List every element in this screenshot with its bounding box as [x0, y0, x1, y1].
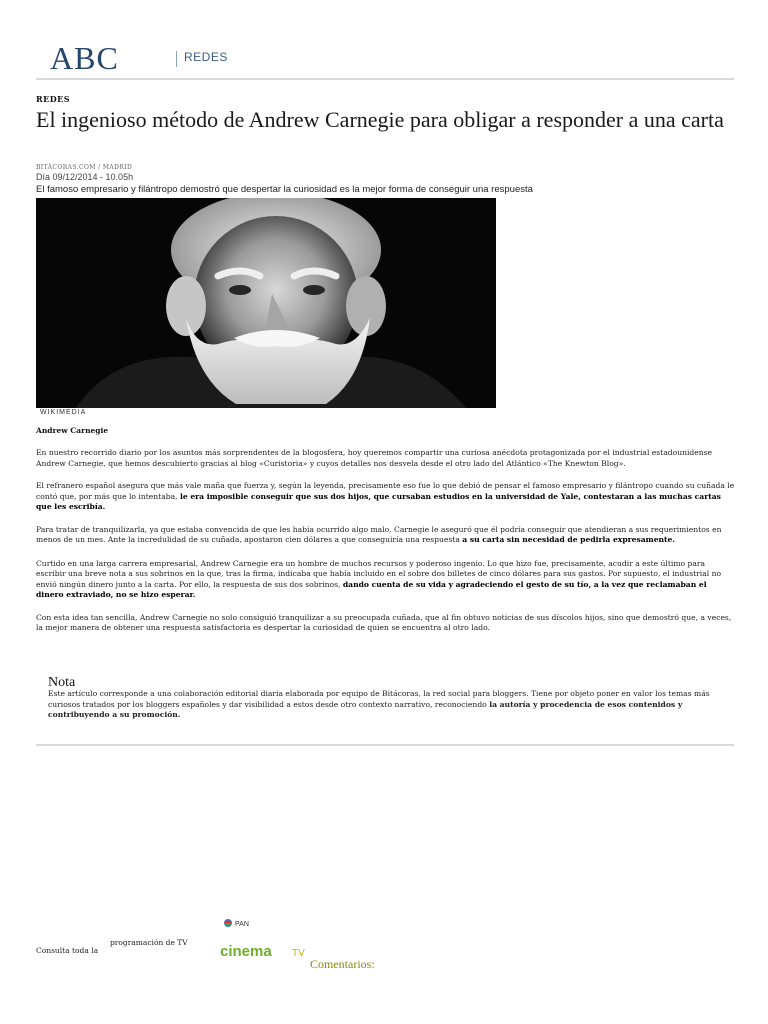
note-text	[48, 689, 714, 721]
article-subtitle: El famoso empresario y filántropo demostró que despertar la curiosidad es la mejor forma de conseguir una respuesta	[36, 184, 533, 195]
article-date: Día 09/12/2014 - 10.05h	[36, 172, 134, 182]
paragraph-text: Para tratar de tranquilizarla, ya que estaba convencida de que les había ocurrido algo malo, Carnegie le aseguró que él podría conseguir que atendieran a sus requerimientos en menos de un mes. Ante la incredulidad de su cuñada, apostaron cien dólares a que conseguiría una respuesta	[36, 524, 722, 544]
image-caption: Andrew Carnegie	[36, 426, 109, 435]
section-link[interactable]: REDES	[184, 50, 228, 64]
pan-logo[interactable]	[222, 917, 262, 929]
paragraph-bold: a su carta sin necesidad de pedirla expresamente.	[462, 535, 676, 544]
paragraph-text: En nuestro recorrido diario por los asuntos más sorprendentes de la blogosfera, hoy queremos compartir una curiosa anécdota protagonizada por el industrial estadounidense Andrew Carnegie, que hemos descubierto gracias al blog «Curistoria» y cuyos detalles nos desvela desde el otro lado del Atlántico «The Knewton Blog».	[36, 448, 713, 468]
cinema-logo-word: cinema	[220, 943, 272, 960]
article-paragraph	[36, 559, 736, 601]
bottom-divider	[36, 744, 734, 746]
note-bold: la autoría y procedencia de esos contenidos y contribuyendo a su promoción.	[48, 699, 683, 719]
article-kicker[interactable]: REDES	[36, 94, 71, 104]
logo-divider	[176, 51, 177, 67]
image-credit: WIKIMEDIA	[40, 409, 87, 416]
abc-logo[interactable]: ABC	[50, 40, 119, 76]
article-byline: BITÁCORAS.COM / MADRID	[36, 164, 133, 171]
article-photo	[36, 198, 496, 408]
site-header	[36, 38, 734, 80]
article-title: El ingenioso método de Andrew Carnegie para obligar a responder a una carta	[36, 107, 724, 132]
paragraph-bold: le era imposible conseguir que sus dos hijos, que cursaban estudios en la universidad de Yale, contestaran a las muchas cartas que les escribía.	[36, 491, 721, 511]
paragraph-text: El refranero español asegura que más vale maña que fuerza y, según la leyenda, precisamente eso fue lo que debió de pensar el famoso empresario y filántropo cuando su cuñada le contó que, por más que lo intentaba,	[36, 481, 735, 501]
paragraph-text: Curtido en una larga carrera empresarial, Andrew Carnegie era un hombre de muchos recursos y poderoso ingenio. Lo que hizo fue, precisamente, acudir a este último para escribir una breve nota a sus sobrinos en la que, tras la firma, indicaba que había incluido en el sobre dos billetes de cinco dólares para sus gastos. Por supuesto, el industrial no envió ningún dinero junto a la carta. Por ello, la respuesta de sus dos sobrinos,	[36, 558, 722, 589]
pan-logo-text: PAN	[235, 921, 249, 928]
note-body: Este artículo corresponde a una colaboración editorial diaria elaborada por equipo de Bitácoras, la red social para bloggers. Tiene por objeto poner en valor los temas más curiosos tratados por los bloggers españoles y dar visibilidad a estos desde otro contexto narrativo, reconociendo	[48, 689, 710, 709]
article-paragraph	[36, 448, 736, 469]
tv-programming-link[interactable]: programación de TV	[110, 938, 188, 947]
cinema-logo-suffix: TV	[292, 948, 305, 959]
paragraph-bold: dando cuenta de su vida y agradeciendo el gesto de su tío, a la vez que reclamaban el dinero extraviado, no se hizo esperar.	[36, 579, 707, 599]
article-body	[36, 448, 736, 646]
article-paragraph	[36, 525, 736, 546]
footer-lead-text: Consulta toda la	[36, 946, 99, 955]
cinema-tv-logo[interactable]	[220, 941, 310, 961]
article-paragraph	[36, 613, 736, 634]
comments-heading: Comentarios:	[310, 957, 375, 971]
article-paragraph	[36, 481, 736, 513]
paragraph-text: Con esta idea tan sencilla, Andrew Carnegie no solo consiguió tranquilizar a su preocupada cuñada, que al fin obtuvo noticias de sus díscolos hijos, sino que demostró que, a veces, la mejor manera de obtener una respuesta satisfactoria es despertar la curiosidad de quien se encuentra al otro lado.	[36, 612, 732, 632]
note-title: Nota	[48, 675, 76, 690]
